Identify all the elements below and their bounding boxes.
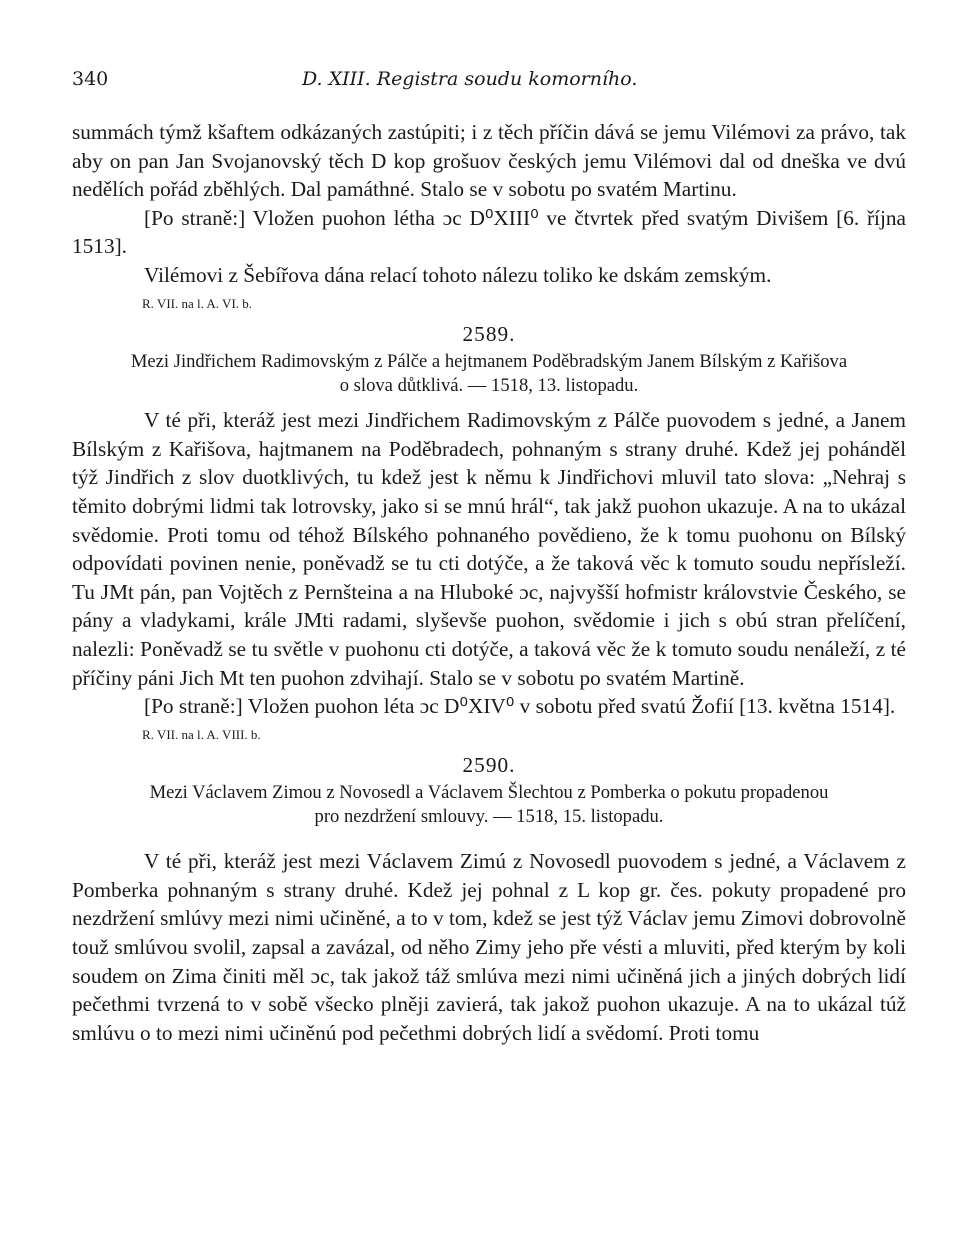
entry-heading: [72, 781, 906, 829]
entry-body: V té při, kteráž jest mezi Václavem Zimú z Novosedl puovodem s jedné, a Václavem z Pomberka pohnaným s strany druhé. Kdež jej pohnal z L kop gr. čes. pokuty propadené pro nezdržení smlúvy mezi nimi učiněné, a to v tom, kdež se jest týž Václav jemu Zimovi dobrovolně touž smlúvou svolil, zapsal a zavázal, od něho Zimy jeho pře vésti a mluviti, před kterým by koli soudem on Zima činiti měl ɔc, tak jakož táž smlúva mezi nimi učiněná jich a jiných dobrých lidí pečethmi tvrzená to v sobě všecko plněji zavierá, tak jakož puohon ukazuje. A na to ukázal túž smlúvu o to mezi nimi učiněnú pod pečethmi dobrých lidí a svědomí. Proti tomu: [72, 849, 906, 1045]
entry-number: 2589.: [462, 321, 516, 346]
entry-number: 2590.: [462, 752, 516, 777]
entry-heading-line: Mezi Jindřichem Radimovským z Pálče a hejtmanem Poděbradským Janem Bílským z Kařišova: [130, 351, 848, 373]
intro-paragraph: summách týmž kšaftem odkázaných zastúpiti; i z těch příčin dává se jemu Vilémovi za právo, tak aby on pan Jan Svojanovský těch D kop grošuov českých jemu Vilémovi dal od dneška ve dvú nedělích pořád zběhlých. Dal památhné. Stalo se v sobotu po svatém Martinu.: [72, 120, 906, 202]
entry-heading-line: o slova důtklivá. — 1518, 13. listopadu.: [339, 375, 639, 397]
entry-heading: [72, 350, 906, 398]
margin-note: [Po straně:] Vložen puohon léta ɔc D⁰XIV⁰ v sobotu před svatú Žofií [13. května 1514].: [144, 694, 896, 719]
page-header: [72, 68, 902, 92]
page-body: [72, 118, 906, 1047]
register-signature: R. VII. na l. A. VI. b.: [142, 295, 253, 311]
register-signature: R. VII. na l. A. VIII. b.: [142, 726, 261, 742]
margin-note: [Po straně:] Vložen puohon létha ɔc D⁰XIII⁰ ve čtvrtek před svatým Divišem [6. října 1513].: [72, 205, 906, 259]
spacer: [72, 837, 906, 847]
page-number: 340: [72, 68, 109, 90]
relation-note: Vilémovi z Šebířova dána relací tohoto nálezu toliko ke dskám zemským.: [144, 262, 772, 287]
entry-heading-line: pro nezdržení smlouvy. — 1518, 15. listopadu.: [314, 806, 664, 828]
entry-body: V té při, kteráž jest mezi Jindřichem Radimovským z Pálče puovodem s jedné, a Janem Bílským z Kařišova, hajtmanem na Poděbradech, pohnaným s strany druhé. Kdež jej pohánděl týž Jindřich z slov duotklivých, tu kdež jest k němu k Jindřichovi mluvil tato slova: „Nehraj s těmito dobrými lidmi tak lotrovsky, jako si se mnú hrál“, tak jakž puohon ukazuje. A na to ukázal svědomie. Proti tomu od téhož Bílského pohnaného povědieno, že k tomu puohonu on Bílský odpovídati povinen nenie, poněvadž se tu cti dotýče, a že taková věc k tomuto soudu nepřísleží. Tu JMt pán, pan Vojtěch z Pernšteina a na Hluboké ɔc, najvyšší hofmistr královstvie Českého, se pány a vladykami, krále JMti radami, slyševše puohon, svědomie i jich s obú stran přelíčení, nalezli: Poněvadž se tu světle v puohonu cti dotýče, a taková věc že k tomuto soudu nenáleží, z té příčiny páni Jich Mt ten puohon zdvihají. Stalo se v sobotu po svatém Martině.: [72, 408, 906, 690]
entry-heading-line: Mezi Václavem Zimou z Novosedl a Václavem Šlechtou z Pomberka o pokutu propadenou: [149, 782, 829, 804]
running-title: D. XIII. Registra soudu komorního.: [302, 68, 638, 90]
